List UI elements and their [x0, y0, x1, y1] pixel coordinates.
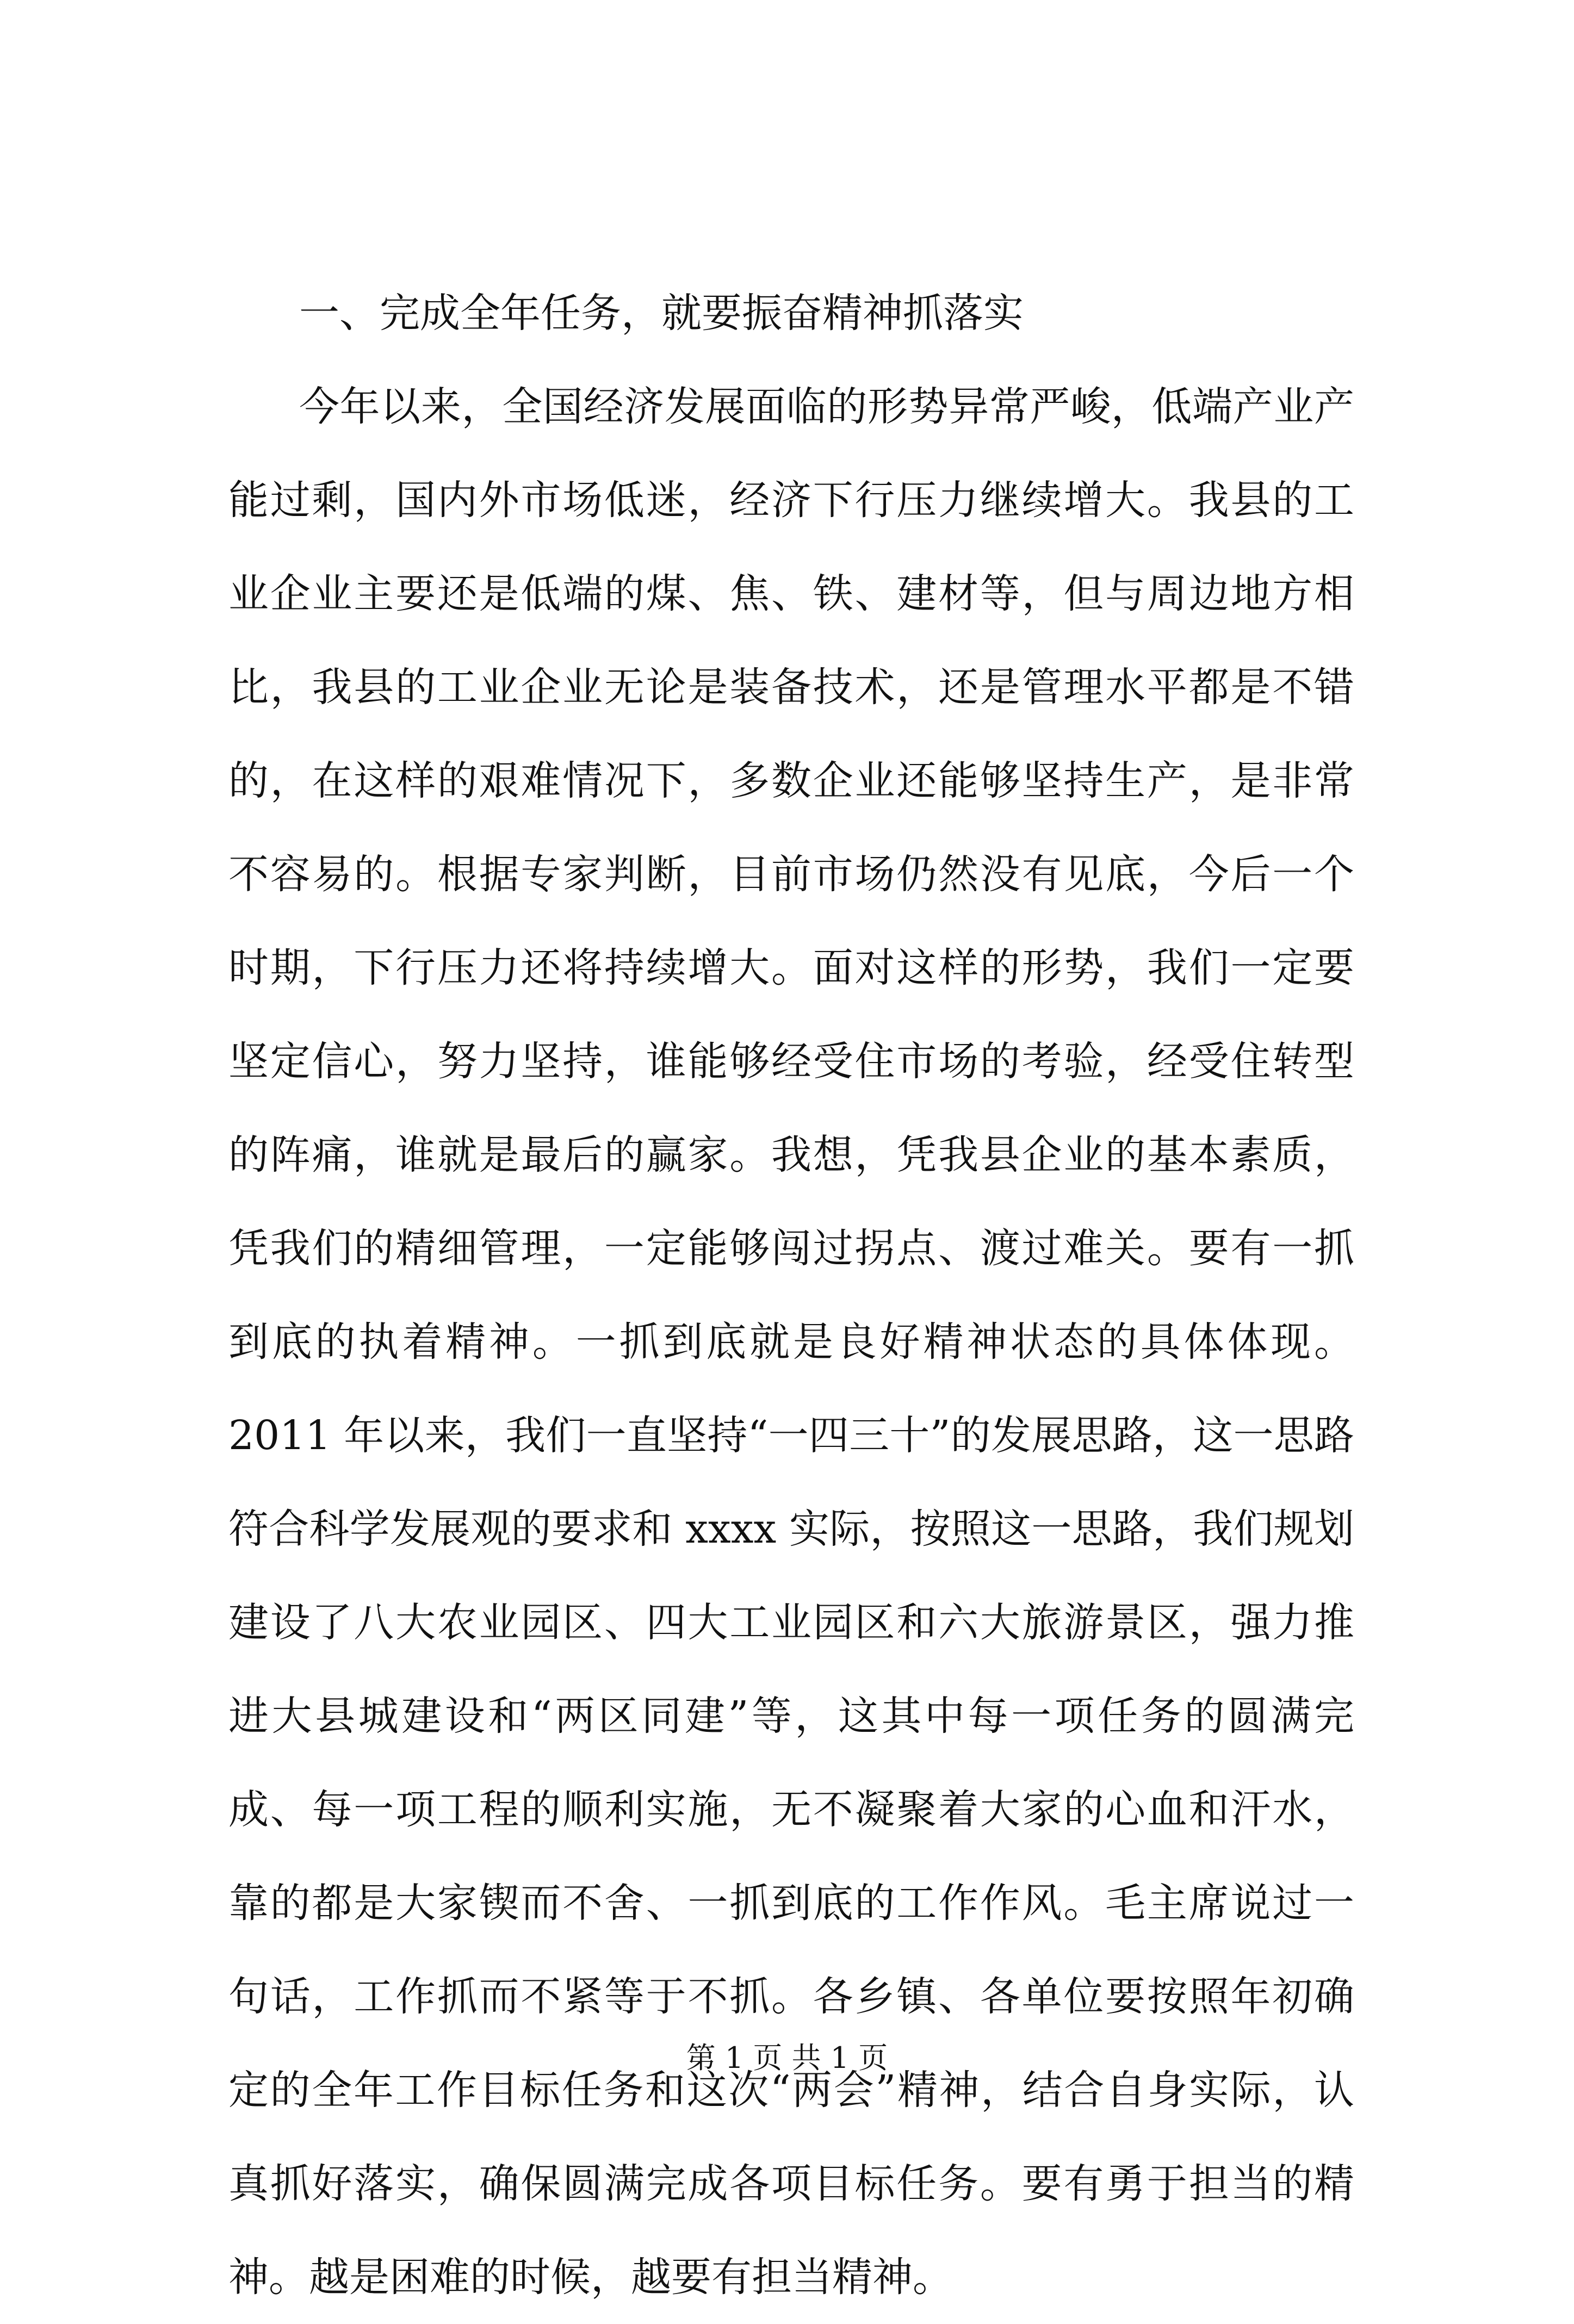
section-heading: 一、完成全年任务，就要振奋精神抓落实 [299, 290, 1024, 337]
page-footer: 第 1 页 共 1 页 [686, 2041, 888, 2075]
body-paragraph: 今年以来，全国经济发展面临的形势异常严峻，低端产业产能过剩，国内外市场低迷，经济下行压力继续增大。我县的工业企业主要还是低端的煤、焦、铁、建材等，但与周边地方相比，我县的工业企业无论是装备技术，还是管理水平都是不错的，在这样的艰难情况下，多数企业还能够坚持生产，是非常不容易的。根据专家判断，目前市场仍然没有见底，今后一个时期，下行压力还将持续增大。面对这样的形势，我们一定要坚定信心，努力坚持，谁能够经受住市场的考验，经受住转型的阵痛，谁就是最后的赢家。我想，凭我县企业的基本素质，凭我们的精细管理，一定能够闯过拐点、渡过难关。要有一抓到底的执着精神。一抓到底就是良好精神状态的具体体现。2011 年以来，我们一直坚持“一四三十”的发展思路，这一思路符合科学发展观的要求和 xxxx 实际，按照这一思路，我们规划建设了八大农业园区、四大工业园区和六大旅游景区，强力推进大县城建设和“两区同建”等，这其中每一项任务的圆满完成、每一项工程的顺利实施，无不凝聚着大家的心血和汗水，靠的都是大家锲而不舍、一抓到底的工作作风。毛主席说过一句话，工作抓而不紧等于不抓。各乡镇、各单位要按照年初确定的全年工作目标任务和这次“两会”精神，结合自身实际，认真抓好落实，确保圆满完成各项目标任务。要有勇于担当的精神。越是困难的时候，越要有担当精神。 [228, 383, 1354, 2301]
document-content [228, 266, 1354, 2324]
